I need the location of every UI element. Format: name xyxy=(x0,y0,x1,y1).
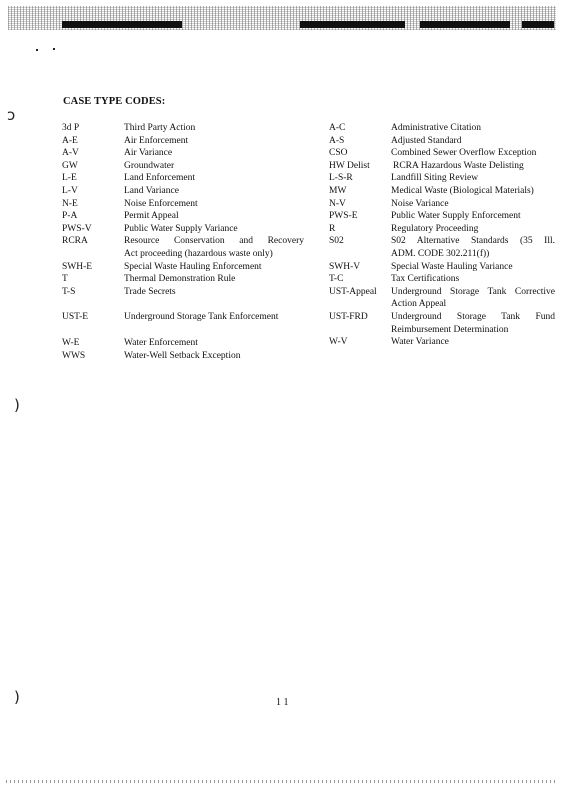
scan-bar xyxy=(420,21,510,28)
scan-bar xyxy=(62,21,182,28)
case-code: CSO xyxy=(329,148,348,159)
punch-hole-mark: ) xyxy=(14,396,20,414)
code-row xyxy=(62,273,312,286)
case-code: T xyxy=(62,274,68,285)
code-row xyxy=(62,160,312,173)
case-description: Regulatory Proceeding xyxy=(391,223,479,234)
code-row xyxy=(62,337,312,350)
row-spacer xyxy=(62,298,312,311)
case-description: Noise Enforcement xyxy=(124,198,198,209)
case-description-block xyxy=(391,311,555,336)
case-code: SWH-E xyxy=(62,261,93,272)
code-row xyxy=(329,286,555,311)
case-description: Air Variance xyxy=(124,148,173,159)
case-description: Landfill Siting Review xyxy=(391,173,479,184)
code-row xyxy=(329,261,555,274)
code-row xyxy=(62,172,312,185)
case-code: W-E xyxy=(62,337,80,348)
case-code: N-V xyxy=(329,198,346,209)
case-code: L-S-R xyxy=(329,173,353,184)
case-description: Underground Storage Tank Fund xyxy=(391,311,555,322)
case-description-continued: ADM. CODE 302.211(f)) xyxy=(391,248,490,259)
case-code: T-C xyxy=(329,274,344,285)
case-description: Thermal Demonstration Rule xyxy=(124,274,236,285)
case-description: Public Water Supply Variance xyxy=(124,223,238,234)
section-heading: CASE TYPE CODES: xyxy=(63,96,166,107)
case-description-block xyxy=(391,235,555,260)
code-row xyxy=(62,147,312,160)
case-description: Special Waste Hauling Variance xyxy=(391,261,513,272)
case-description: Water-Well Setback Exception xyxy=(124,350,241,361)
scan-noise-bottom xyxy=(6,780,556,783)
code-row xyxy=(62,311,312,324)
case-code: SWH-V xyxy=(329,261,361,272)
case-code: UST-FRD xyxy=(329,311,368,322)
code-row xyxy=(62,223,312,236)
case-description: Medical Waste (Biological Materials) xyxy=(391,185,534,196)
case-codes-right-column xyxy=(329,122,555,349)
code-row xyxy=(329,311,555,336)
case-description: RCRA Hazardous Waste Delisting xyxy=(393,160,524,171)
code-row xyxy=(62,135,312,148)
case-code: T-S xyxy=(62,286,76,297)
case-code: PWS-E xyxy=(329,211,358,222)
code-row xyxy=(329,223,555,236)
case-description-continued: Action Appeal xyxy=(391,299,447,310)
code-row xyxy=(329,122,555,135)
case-description: Land Enforcement xyxy=(124,173,195,184)
case-description: Permit Appeal xyxy=(124,211,179,222)
case-code: PWS-V xyxy=(62,223,92,234)
case-code: UST-Appeal xyxy=(329,286,377,297)
code-row xyxy=(62,286,312,299)
punch-hole-mark: ) xyxy=(14,688,20,706)
page-number: 1 1 xyxy=(276,697,289,708)
case-description-block xyxy=(391,286,555,311)
case-codes-left-column xyxy=(62,122,312,362)
case-code: 3d P xyxy=(62,123,80,133)
case-code: A-V xyxy=(62,148,79,159)
code-row xyxy=(329,147,555,160)
case-description-block xyxy=(124,235,304,260)
scan-bar xyxy=(522,21,554,28)
case-description: Tax Certifications xyxy=(391,274,460,285)
case-description: Adjusted Standard xyxy=(391,135,462,146)
code-row xyxy=(329,172,555,185)
case-code: R xyxy=(329,223,336,234)
code-row xyxy=(329,210,555,223)
code-row xyxy=(329,135,555,148)
case-description: Underground Storage Tank Corrective xyxy=(391,286,555,297)
code-row xyxy=(329,273,555,286)
case-description: Water Enforcement xyxy=(124,337,198,348)
case-description: Land Variance xyxy=(124,185,179,196)
scan-speck xyxy=(53,48,55,50)
code-row xyxy=(329,160,555,173)
case-description-continued: Reimbursement Determination xyxy=(391,324,509,335)
code-row xyxy=(329,185,555,198)
code-row xyxy=(62,198,312,211)
case-code: WWS xyxy=(62,350,86,361)
case-description: Noise Variance xyxy=(391,198,449,209)
case-code: S02 xyxy=(329,236,344,247)
case-description: Administrative Citation xyxy=(391,123,481,133)
row-spacer xyxy=(62,324,312,337)
case-description: Resource Conservation and Recovery xyxy=(124,236,304,247)
case-description: S02 Alternative Standards (35 Ill. xyxy=(391,236,555,247)
case-code: GW xyxy=(62,160,78,171)
case-description: Trade Secrets xyxy=(124,286,176,297)
case-description: Third Party Action xyxy=(124,123,196,133)
code-row xyxy=(329,235,555,260)
case-description: Groundwater xyxy=(124,160,175,171)
case-description: Air Enforcement xyxy=(124,135,189,146)
case-code: L-V xyxy=(62,185,78,196)
case-code: A-E xyxy=(62,135,78,146)
scan-bar xyxy=(300,21,405,28)
code-row xyxy=(62,185,312,198)
case-code: UST-E xyxy=(62,312,89,323)
case-code: HW Delist xyxy=(329,160,370,171)
code-row xyxy=(329,336,555,349)
scan-speck xyxy=(36,49,38,51)
code-row xyxy=(62,122,312,135)
case-code: P-A xyxy=(62,211,78,222)
code-row xyxy=(62,210,312,223)
case-description: Combined Sewer Overflow Exception xyxy=(391,148,537,159)
case-code: A-C xyxy=(329,123,346,133)
case-code: A-S xyxy=(329,135,345,146)
case-description: Water Variance xyxy=(391,337,449,348)
code-row xyxy=(62,235,312,260)
case-code: W-V xyxy=(329,337,348,348)
code-row xyxy=(329,198,555,211)
case-code: N-E xyxy=(62,198,78,209)
case-code: MW xyxy=(329,185,347,196)
code-row xyxy=(62,350,312,363)
case-code: RCRA xyxy=(62,236,88,247)
punch-hole-mark: ↄ xyxy=(7,106,16,124)
case-description-continued: Act proceeding (hazardous waste only) xyxy=(124,248,273,259)
case-description: Public Water Supply Enforcement xyxy=(391,211,521,222)
case-description: Underground Storage Tank Enforcement xyxy=(124,312,279,323)
case-description: Special Waste Hauling Enforcement xyxy=(124,261,262,272)
case-code: L-E xyxy=(62,173,77,184)
code-row xyxy=(62,261,312,274)
